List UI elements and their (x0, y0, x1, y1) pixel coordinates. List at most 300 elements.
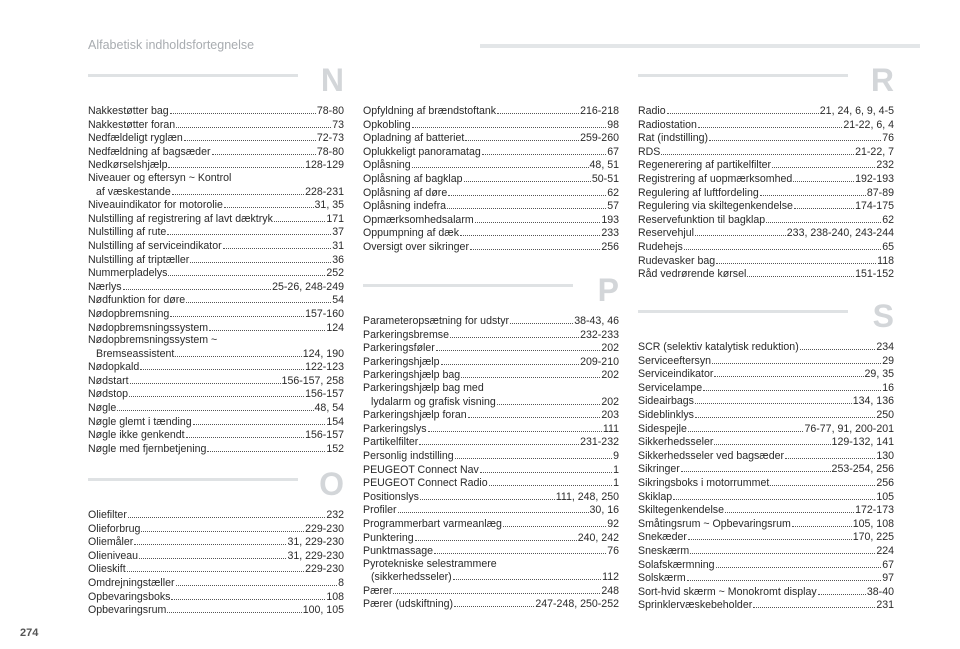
entry-term: Solskærm (638, 572, 686, 585)
dot-leader (460, 226, 600, 236)
entry-term: Nulstilling af serviceindikator (88, 239, 222, 252)
section-s (638, 298, 894, 612)
entry-pages: 111, 248, 250 (555, 490, 619, 503)
dot-leader (695, 408, 875, 418)
entry-pages: 228-231 (305, 185, 344, 198)
section-o (88, 466, 344, 617)
entry-term: Nulstilling af rute (88, 226, 167, 239)
dot-leader (170, 104, 316, 114)
dot-leader (661, 145, 854, 155)
index-entry (363, 463, 619, 477)
dot-leader (714, 435, 830, 445)
index-entry (363, 240, 619, 254)
index-entry-heading: Pyrotekniske selestrammere (363, 557, 497, 570)
index-entry (88, 415, 344, 429)
index-entry (638, 199, 894, 213)
entry-pages: 67 (882, 558, 894, 571)
entry-term: Oplåsning indefra (363, 200, 447, 213)
entry-term: Solafskærmning (638, 558, 715, 571)
index-entry (88, 508, 344, 522)
entry-pages: 36 (332, 253, 344, 266)
entry-term: Nøgle glemt i tænding (88, 415, 192, 428)
dot-leader (139, 549, 286, 559)
dot-leader (168, 266, 325, 276)
entry-pages: 31, 229-230 (287, 536, 344, 549)
entry-pages: 203 (601, 409, 619, 422)
index-entry (638, 517, 894, 531)
dot-leader (167, 225, 331, 235)
section-rule (88, 74, 298, 77)
index-entry (88, 321, 344, 335)
entry-term: Parkeringshjælp bag (363, 369, 461, 382)
index-entry (638, 340, 894, 354)
entry-term: Radiostation (638, 118, 697, 131)
dot-leader (412, 158, 589, 168)
entry-term: Nulstilling af triptæller (88, 253, 190, 266)
index-entries (88, 508, 344, 617)
entry-term: Nedfældeligt ryglæn (88, 132, 183, 145)
entry-pages: 48, 54 (314, 402, 344, 415)
dot-leader (753, 598, 875, 608)
entry-pages: 25-26, 248-249 (272, 280, 344, 293)
entry-pages: 78-80 (316, 145, 344, 158)
index-entry (88, 347, 344, 361)
index-entry (88, 239, 344, 253)
index-entry (638, 449, 894, 463)
dot-leader (714, 367, 863, 377)
entry-pages: 256 (876, 476, 894, 489)
entry-term: Nødfunktion for døre (88, 294, 186, 307)
dot-leader (450, 328, 579, 338)
index-entry (88, 131, 344, 145)
entry-term: PEUGEOT Connect Radio (363, 477, 488, 490)
entry-pages: 250 (876, 408, 894, 421)
dot-leader (415, 531, 577, 541)
index-entry (88, 374, 344, 388)
dot-leader (129, 387, 304, 397)
entry-pages: 252 (326, 267, 344, 280)
entry-pages: 76-77, 91, 200-201 (804, 422, 894, 435)
entry-pages: 73 (332, 118, 344, 131)
dot-leader (448, 186, 606, 196)
entry-term: Reservehjul (638, 227, 694, 240)
entry-term: Niveauindikator for motorolie (88, 199, 223, 212)
entry-pages: 1 (613, 463, 619, 476)
dot-leader (393, 584, 600, 594)
section-rule (638, 74, 848, 77)
index-entry (363, 213, 619, 227)
dot-leader (207, 442, 325, 452)
entry-term: Rudevasker bag (638, 254, 716, 267)
entry-pages: 1 (613, 477, 619, 490)
index-entry (363, 517, 619, 531)
entry-term: Radio (638, 105, 666, 117)
dot-leader (184, 131, 316, 141)
dot-leader (489, 476, 612, 486)
entry-pages: 234 (876, 341, 894, 353)
entry-pages: 97 (882, 572, 894, 585)
dot-leader (792, 517, 852, 527)
entry-pages: 21-22, 6, 4 (843, 118, 894, 131)
entry-term: Nøgle ikke genkendt (88, 429, 185, 442)
entry-pages: 232 (876, 159, 894, 172)
entry-pages: 156-157 (305, 429, 344, 442)
entry-term: Parkeringslys (363, 422, 427, 435)
dot-leader (772, 158, 875, 168)
entry-term: Småtingsrum ~ Opbevaringsrum (638, 517, 791, 530)
entry-pages: 134, 136 (852, 395, 894, 408)
entry-pages: 209-210 (580, 355, 619, 368)
entry-term: Programmerbart varmeanlæg (363, 517, 502, 530)
entry-term: Parkeringshjælp foran (363, 409, 467, 422)
entry-term: Parkeringsbremse (363, 328, 449, 341)
entry-term: Nedkørselshjælp (88, 159, 168, 172)
index-entry (88, 253, 344, 267)
index-entry (88, 118, 344, 132)
entry-pages: 232 (326, 509, 344, 521)
entry-term: Skiklap (638, 490, 673, 503)
entry-term: Råd vedrørende kørsel (638, 268, 747, 281)
section-rule (88, 478, 298, 481)
entry-pages: 248 (601, 584, 619, 597)
entry-term: Olieforbrug (88, 522, 141, 535)
index-entries (638, 340, 894, 612)
dot-leader (497, 104, 579, 114)
section-rule (638, 310, 848, 313)
dot-leader (171, 590, 325, 600)
dot-leader (398, 503, 589, 513)
entry-pages: 72-73 (316, 132, 344, 145)
entry-pages: 154 (326, 415, 344, 428)
index-entry (88, 549, 344, 563)
dot-leader (766, 213, 881, 223)
index-entry (363, 490, 619, 504)
index-entries (638, 104, 894, 281)
index-entries (363, 314, 619, 611)
entry-pages: 224 (876, 544, 894, 557)
index-entry (363, 172, 619, 186)
index-entry (363, 422, 619, 436)
entry-term: Oversigt over sikringer (363, 240, 469, 253)
dot-leader (176, 576, 338, 586)
entry-term: Reservefunktion til bagklap (638, 213, 766, 226)
dot-leader (475, 213, 601, 223)
dot-leader (436, 341, 600, 351)
entry-pages: 87-89 (866, 186, 894, 199)
dot-leader (800, 340, 876, 350)
entry-pages: 156-157 (305, 388, 344, 401)
dot-leader (130, 374, 281, 384)
dot-leader (770, 476, 875, 486)
index-entry (638, 145, 894, 159)
index-entry (88, 360, 344, 374)
index-entry (88, 401, 344, 415)
index-entry (88, 442, 344, 456)
entry-pages: 76 (607, 545, 619, 558)
dot-leader (224, 198, 314, 208)
entry-pages: 129-132, 141 (831, 436, 894, 449)
entry-term: Nulstilling af registrering af lavt dæktryk (88, 212, 273, 225)
entry-pages: 98 (607, 118, 619, 131)
dot-leader (703, 381, 881, 391)
index-entries (88, 104, 344, 455)
entry-pages: 233 (601, 227, 619, 240)
header-rule (480, 44, 920, 48)
entry-term: Profiler (363, 504, 397, 517)
entry-term: Oplåsning af bagklap (363, 172, 463, 185)
entry-pages: 247-248, 250-252 (535, 598, 619, 611)
dot-leader (688, 530, 852, 540)
dot-leader (441, 355, 580, 365)
entry-pages: 128-129 (305, 159, 344, 172)
section-letter: P (597, 272, 619, 308)
index-entry (363, 355, 619, 369)
index-entry (638, 585, 894, 599)
entry-pages: 21-22, 7 (855, 145, 894, 158)
index-entry (638, 104, 894, 118)
section-n (88, 62, 344, 455)
entry-term: Oplukkeligt panoramatag (363, 145, 481, 158)
dot-leader (684, 240, 881, 250)
index-entry (638, 367, 894, 381)
entry-pages: 57 (607, 200, 619, 213)
entry-term: Oliemåler (88, 536, 134, 549)
dot-leader (716, 254, 876, 264)
entry-pages: 192-193 (855, 172, 894, 185)
entry-term: Personlig indstilling (363, 449, 454, 462)
index-entry (638, 476, 894, 490)
entry-pages: 233, 238-240, 243-244 (786, 227, 894, 240)
entry-pages: 31, 35 (314, 199, 344, 212)
dot-leader (688, 422, 804, 432)
entry-pages: 152 (326, 442, 344, 455)
index-entry (363, 408, 619, 422)
index-entry (363, 368, 619, 382)
entry-term: PEUGEOT Connect Nav (363, 463, 479, 476)
dot-leader (172, 185, 304, 195)
entry-pages: 38-40 (866, 585, 894, 598)
index-entry (363, 503, 619, 517)
index-entry (88, 562, 344, 576)
dot-leader (453, 570, 601, 580)
index-entry (363, 531, 619, 545)
index-entry (363, 449, 619, 463)
entry-pages: 157-160 (305, 307, 344, 320)
entry-term: Partikelfilter (363, 436, 419, 449)
index-entry (638, 490, 894, 504)
index-entry (88, 104, 344, 118)
dot-leader (687, 571, 882, 581)
entry-term: Oppumpning af dæk (363, 227, 459, 240)
dot-leader (420, 490, 555, 500)
entry-term: Positionslys (363, 490, 419, 503)
dot-leader (793, 172, 854, 182)
entry-pages: 232-233 (580, 328, 619, 341)
dot-leader (434, 544, 606, 554)
index-entry (363, 584, 619, 598)
entry-pages: 216-218 (580, 105, 619, 117)
entry-pages: 122-123 (305, 361, 344, 374)
entry-pages: 171 (326, 212, 344, 225)
dot-leader (465, 131, 579, 141)
entry-term: Opfyldning af brændstoftank (363, 105, 497, 117)
index-entry (363, 570, 619, 584)
section-letter: O (319, 466, 344, 502)
index-entry (638, 558, 894, 572)
index-entry (88, 293, 344, 307)
entry-pages: 231-232 (580, 436, 619, 449)
dot-leader (468, 408, 601, 418)
dot-leader (785, 449, 875, 459)
index-entry (638, 381, 894, 395)
entry-term: Serviceeftersyn (638, 354, 712, 367)
dot-leader (503, 517, 606, 527)
entry-term: Oplåsning af døre (363, 186, 448, 199)
index-entry (638, 530, 894, 544)
entry-pages: 124 (326, 321, 344, 334)
dot-leader (134, 535, 286, 545)
entry-term: Nødstart (88, 374, 129, 387)
dot-leader (461, 368, 600, 378)
entry-term: Opbevaringsrum (88, 604, 167, 617)
entry-pages: 151-152 (855, 268, 894, 281)
entry-pages: 48, 51 (589, 159, 619, 172)
section-header (88, 466, 344, 508)
entry-term: Sikkerhedsseler ved bagsæder (638, 449, 785, 462)
entry-pages: 62 (607, 186, 619, 199)
section-letter: S (872, 298, 894, 334)
index-entry (88, 198, 344, 212)
entry-pages: 193 (601, 213, 619, 226)
entry-term: Parameteropsætning for udstyr (363, 315, 510, 327)
entry-pages: 31 (332, 239, 344, 252)
entry-pages: 124, 190 (302, 347, 344, 360)
section-p (363, 272, 619, 611)
index-entry (88, 387, 344, 401)
dot-leader (212, 145, 316, 155)
dot-leader (428, 422, 602, 432)
dot-leader (794, 199, 854, 209)
entry-term: Sikringsboks i motorrummet (638, 476, 770, 489)
index-entry (638, 544, 894, 558)
entry-pages: 229-230 (305, 522, 344, 535)
section-r (638, 62, 894, 281)
dot-leader (760, 186, 866, 196)
dot-leader (186, 428, 305, 438)
entry-term: Pærer (363, 584, 393, 597)
section-o-continued (363, 104, 619, 254)
index-entry (638, 394, 894, 408)
entry-pages: 112 (602, 571, 619, 584)
entry-pages: 100, 105 (302, 604, 344, 617)
entry-pages: 130 (876, 449, 894, 462)
dot-leader (127, 562, 304, 572)
entry-term: Omdrejningstæller (88, 576, 175, 589)
entry-pages: 240, 242 (577, 531, 619, 544)
entry-term: Parkeringsføler (363, 342, 435, 355)
entry-term: Nakkestøtter bag (88, 105, 169, 117)
dot-leader (190, 253, 331, 263)
index-entry (88, 145, 344, 159)
dot-leader (186, 293, 331, 303)
dot-leader (170, 307, 304, 317)
dot-leader (712, 354, 881, 364)
index-entry (363, 544, 619, 558)
entry-pages: 256 (601, 240, 619, 253)
entry-pages: 21, 24, 6, 9, 4-5 (819, 105, 894, 117)
entry-term: Sprinklervæskebeholder (638, 599, 753, 612)
entry-term: Olieskift (88, 563, 126, 576)
index-entry (638, 267, 894, 281)
entry-pages: 111 (602, 422, 619, 435)
dot-leader (673, 490, 875, 500)
index-entry (638, 503, 894, 517)
index-entry (88, 522, 344, 536)
entry-pages: 231 (876, 599, 894, 612)
entry-term: Sikringer (638, 463, 680, 476)
index-entry (363, 131, 619, 145)
dot-leader (818, 585, 866, 595)
entry-term: RDS (638, 145, 661, 158)
entry-term: Regulering via skiltegenkendelse (638, 200, 793, 213)
dot-leader (725, 503, 854, 513)
dot-leader (193, 415, 326, 425)
index-entry (638, 571, 894, 585)
entry-term: Registrering af uopmærksomhed (638, 172, 793, 185)
index-entry-heading: Nødopbremsningssystem ~ (88, 334, 218, 347)
index-entry (363, 118, 619, 132)
index-entry (638, 435, 894, 449)
entry-term: Punktmassage (363, 545, 434, 558)
entry-pages: 172-173 (855, 504, 894, 517)
dot-leader (175, 347, 301, 357)
dot-leader (209, 321, 325, 331)
index-entry (88, 158, 344, 172)
entry-term: Servicelampe (638, 381, 703, 394)
dot-leader (695, 226, 786, 236)
dot-leader (470, 240, 600, 250)
dot-leader (681, 462, 831, 472)
entry-term: Nummerpladelys (88, 267, 168, 280)
index-entry (363, 435, 619, 449)
dot-leader (128, 508, 325, 518)
index-entry-heading: Parkeringshjælp bag med (363, 381, 484, 394)
index-entry (638, 131, 894, 145)
entry-term: Pærer (udskiftning) (363, 598, 454, 611)
index-entry (363, 395, 619, 409)
dot-leader (176, 118, 331, 128)
entry-term: SCR (selektiv katalytisk reduktion) (638, 341, 799, 353)
entry-term: Sidespejle (638, 422, 687, 435)
dot-leader (419, 435, 579, 445)
entry-pages: 170, 225 (852, 531, 894, 544)
index-entry (88, 266, 344, 280)
entry-pages: 16 (882, 381, 894, 394)
index-entry (638, 462, 894, 476)
entry-pages: 105, 108 (852, 517, 894, 530)
section-header (88, 62, 344, 104)
index-entry (638, 186, 894, 200)
entry-pages: 118 (877, 254, 894, 267)
entry-term: Rudehejs (638, 240, 683, 253)
index-entry (638, 158, 894, 172)
entry-pages: 174-175 (855, 200, 894, 213)
entry-term: Oliefilter (88, 509, 127, 521)
index-entry (88, 428, 344, 442)
dot-leader (482, 145, 606, 155)
section-rule (363, 284, 573, 287)
dot-leader (167, 603, 301, 613)
